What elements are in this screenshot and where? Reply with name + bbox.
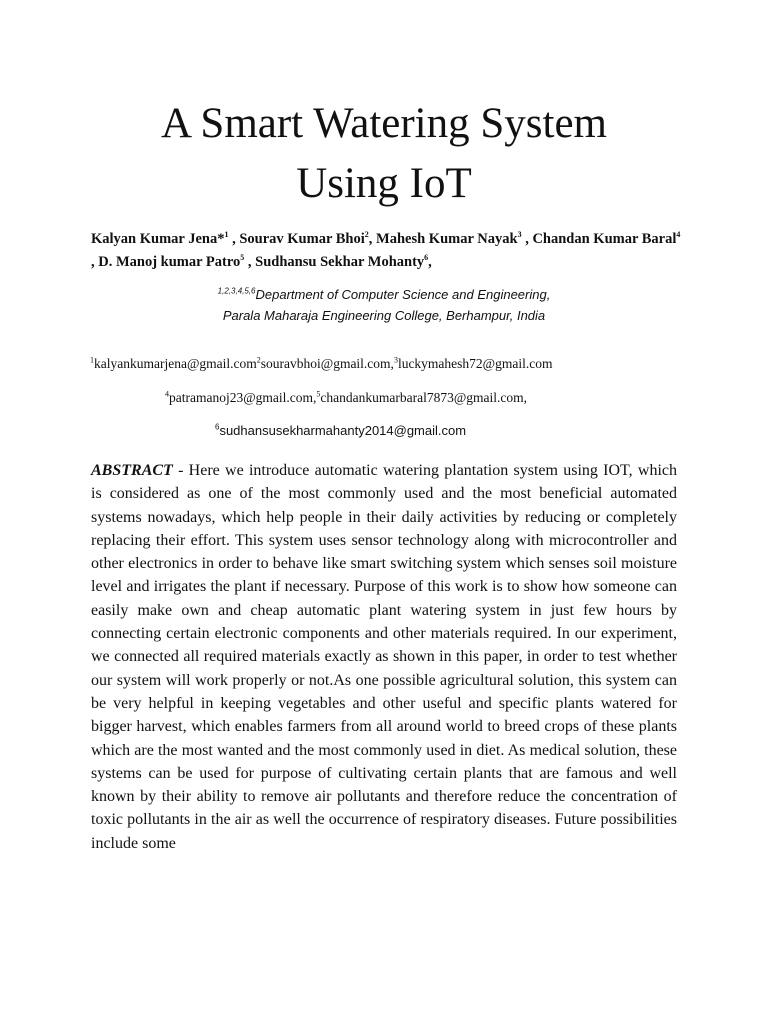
author-sup: 5: [240, 253, 245, 263]
author-name: Sourav Kumar Bhoi: [239, 231, 365, 247]
author-sup: 4: [676, 230, 681, 240]
author-sup: 2: [364, 230, 369, 240]
email-line-3: $^6$sudhansusekharmahanty2014@gmail.com: [215, 422, 467, 438]
affiliation: [0, 284, 768, 326]
affiliation-sup: 1,2,3,4,5,6: [217, 286, 256, 296]
email-address: patramanoj23@gmail.com,: [169, 390, 317, 405]
email-address: souravbhoi@gmail.com,: [260, 356, 394, 371]
abstract-label: ABSTRACT: [91, 462, 173, 479]
author-sup: 3: [517, 230, 522, 240]
author-sup: 6: [424, 253, 429, 263]
title-line-2: Using IoT: [296, 160, 472, 207]
author-name: D. Manoj kumar Patro: [98, 254, 241, 270]
paper-title: [0, 94, 768, 214]
email-address: chandankumarbaral7873@gmail.com,: [320, 390, 528, 405]
email-line-2: $^4$patramanoj23@gmail.com,$^5$chandankumarbaral7873@gmail.com,: [165, 389, 528, 405]
affiliation-department: Department of Computer Science and Engineering,: [255, 287, 551, 302]
email-line-1: $^1$kalyankumarjena@gmail.com$^2$souravbhoi@gmail.com,$^3$luckymahesh72@gmail.com: [90, 355, 553, 371]
email-address: sudhansusekharmahanty2014@gmail.com: [219, 423, 467, 438]
author-name: Kalyan Kumar Jena*: [91, 231, 225, 247]
affiliation-institution: Parala Maharaja Engineering College, Berhampur, India: [222, 308, 546, 323]
author-name: Sudhansu Sekhar Mohanty: [255, 254, 425, 270]
author-name: Chandan Kumar Baral: [532, 231, 677, 247]
abstract-text: - Here we introduce automatic watering plantation system using IOT, which is considered as one of the most commonly used and the most beneficial automated systems nowadays, which help people in their daily activities by reducing or completely replacing their effort. This system uses sensor technology along with microcontroller and other electronics in order to behave like smart switching system which senses soil moisture level and irrigates the plant if necessary. Purpose of this work is to show how someone can easily make own and cheap automatic plant watering system in just few hours by connecting certain electronic components and other materials required. In our experiment, we connected all required materials exactly as shown in this paper, in order to test whether our system will work properly or not.As one possible agricultural solution, this system can be very helpful in keeping vegetables and other useful and specific plants watered for bigger harvest, which enables farmers from all around world to breed crops of these plants which are the most wanted and the most commonly used in diet. As medical solution, these systems can be used for purpose of cultivating certain plants that are famous and well known by their ability to remove air pollutants and therefore reduce the concentration of toxic pollutants in the air as well the occurrence of respiratory diseases. Future possibilities include some: [91, 462, 677, 852]
abstract: [91, 459, 677, 855]
title-line-1: A Smart Watering System: [160, 100, 608, 147]
author-name: Mahesh Kumar Nayak: [376, 231, 518, 247]
author-list: Kalyan Kumar Jena*$^1$ , Sourav Kumar Bhoi$^2$, Mahesh Kumar Nayak$^3$ , Chandan Kumar Baral$^4$ , D. Manoj kumar Patro$^5$ , Sudhansu Sekhar Mohanty$^6$,: [91, 230, 681, 270]
email-address: luckymahesh72@gmail.com: [397, 356, 553, 371]
author-sup: 1: [224, 230, 229, 240]
email-address: kalyankumarjena@gmail.com: [94, 356, 257, 371]
